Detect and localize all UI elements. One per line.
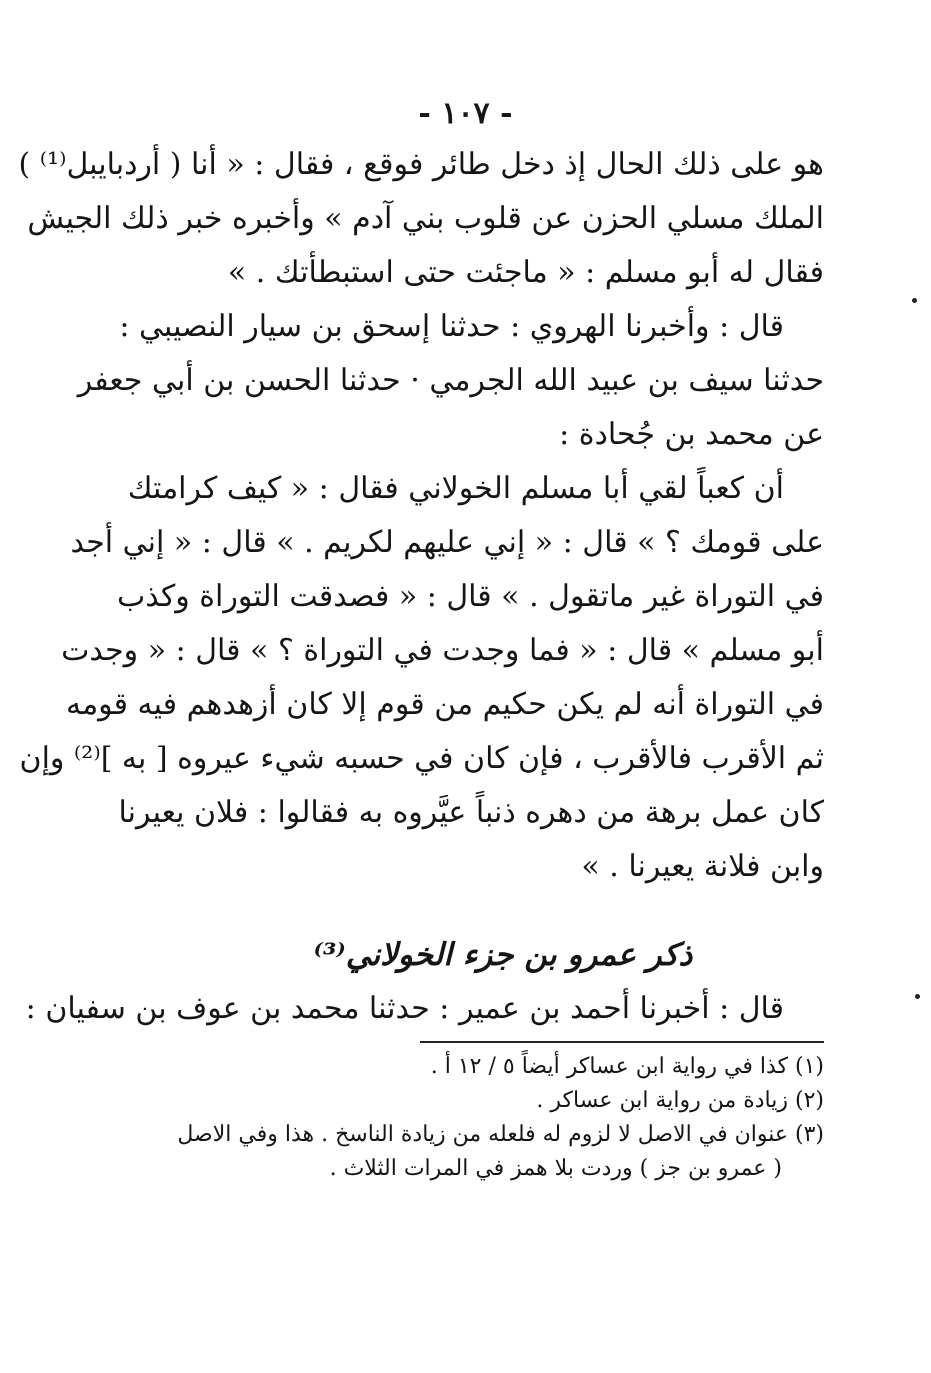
footnote: (١) كذا في رواية ابن عساكر أيضاً ٥ / ١٢ أ . xyxy=(430,1054,824,1079)
footnote: (٣) عنوان في الاصل لا لزوم له فلعله من زيادة الناسخ . هذا وفي الاصل xyxy=(177,1122,824,1147)
footnote: (٢) زيادة من رواية ابن عساكر . xyxy=(536,1088,824,1113)
after-heading-text xyxy=(25,982,824,1036)
text-line: على قومك ؟ » قال : « إني عليهم لكريم . » قال : « إني أجد xyxy=(70,525,824,560)
text-line: الملك مسلي الحزن عن قلوب بني آدم » وأخبره خبر ذلك الجيش xyxy=(27,201,824,236)
text-line: فقال له أبو مسلم : « ماجئت حتى استبطأتك . » xyxy=(227,255,824,290)
text-line: أن كعباً لقي أبا مسلم الخولاني فقال : « كيف كرامتك xyxy=(127,471,784,506)
text-line: في التوراة غير ماتقول . » قال : « فصدقت التوراة وكذب xyxy=(117,579,824,614)
text-line: قال : أخبرنا أحمد بن عمير : حدثنا محمد بن عوف بن سفيان : xyxy=(25,991,784,1026)
footnote-separator xyxy=(420,1041,824,1043)
text-line: كان عمل برهة من دهره ذنباً عيَّروه به فقالوا : فلان يعيرنا xyxy=(118,795,824,830)
scan-mark xyxy=(915,994,920,999)
text-line: في التوراة أنه لم يكن حكيم من قوم إلا كان أزهدهم فيه قومه xyxy=(66,687,824,722)
text-line: قال : وأخبرنا الهروي : حدثنا إسحق بن سيار النصيبي : xyxy=(119,309,784,344)
text-line: حدثنا سيف بن عبيد الله الجرمي · حدثنا الحسن بن أبي جعفر xyxy=(77,363,824,398)
text-line: ثم الأقرب فالأقرب ، فإن كان في حسبه شيء عيروه [ به ]⁽²⁾ وإن xyxy=(19,741,824,776)
text-line: وابن فلانة يعيرنا . » xyxy=(581,849,824,884)
text-line: هو على ذلك الحال إذ دخل طائر فوقع ، فقال : « أنا ( أردبايبل⁽¹⁾ ) xyxy=(18,147,824,182)
footnote-continuation: ( عمرو بن جز ) وردت بلا همز في المرات الثلاث . xyxy=(329,1156,782,1181)
scan-mark xyxy=(912,298,917,303)
page-number: - ١٠٧ - xyxy=(418,96,513,131)
text-line: عن محمد بن جُحادة : xyxy=(559,417,824,452)
section-heading: ذكر عمرو بن جزء الخولاني⁽³⁾ xyxy=(313,937,693,973)
text-line: أبو مسلم » قال : « فما وجدت في التوراة ؟ » قال : « وجدت xyxy=(61,633,824,668)
main-text-block xyxy=(18,138,824,894)
footnotes xyxy=(177,1050,824,1186)
